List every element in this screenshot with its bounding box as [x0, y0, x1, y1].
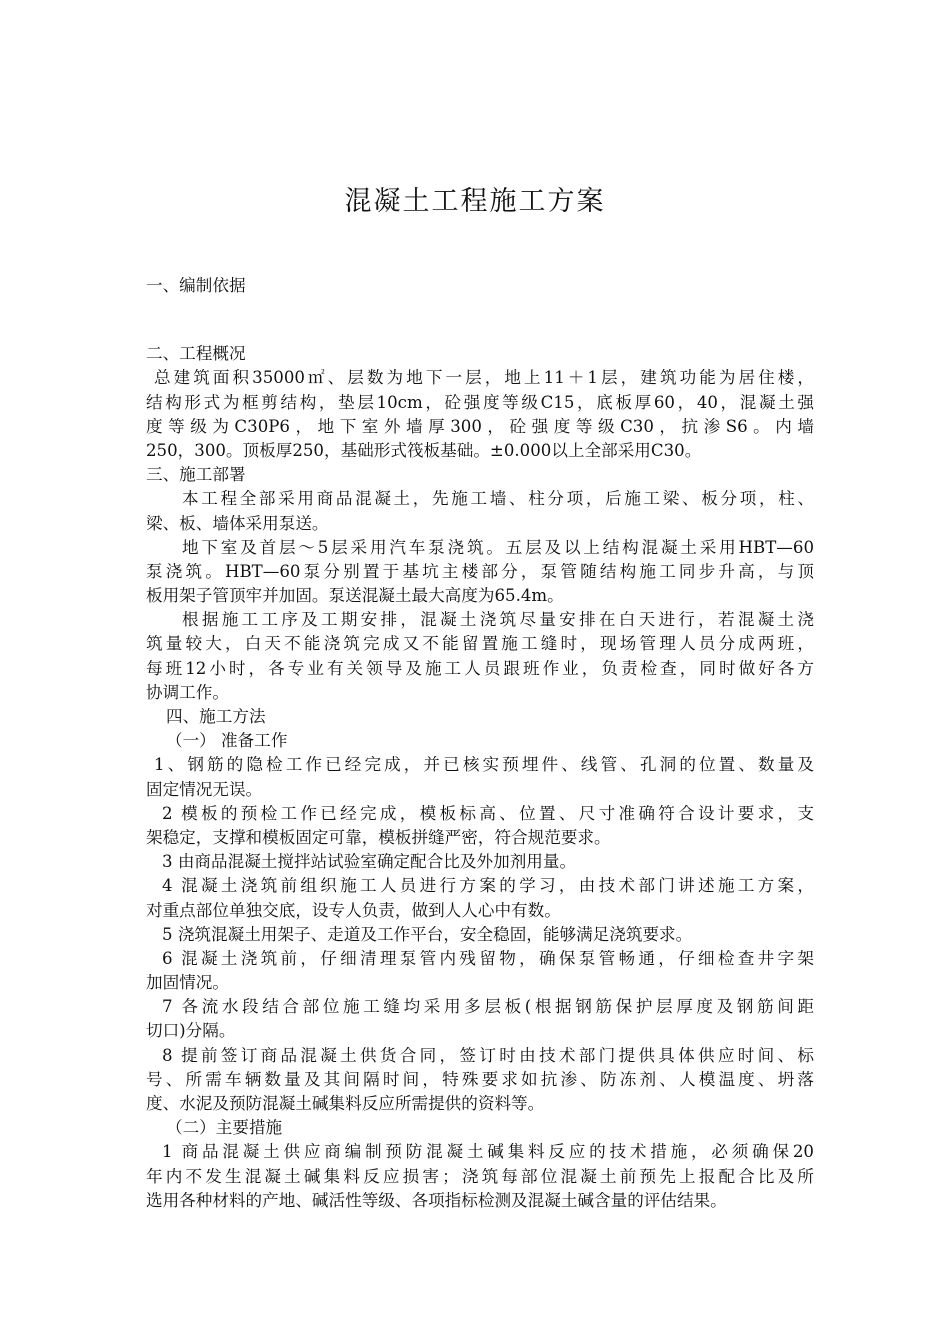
paragraph-line: 根据施工工序及工期安排，混凝土浇筑尽量安排在白天进行，若混凝土浇: [182, 610, 814, 630]
paragraph-line: 梁、板、墙体采用泵送。: [146, 513, 329, 533]
paragraph-line: 总建筑面积35000㎡、层数为地下一层，地上11＋1层，建筑功能为居住楼，: [154, 368, 814, 388]
list-item-line: 1 商品混凝土供应商编制预防混凝土碱集料反应的技术措施，必须确保20: [162, 1142, 814, 1162]
document-title: 混凝土工程施工方案: [344, 186, 606, 217]
section-heading-basis: 一、编制依据: [146, 276, 246, 295]
list-item-line: 对重点部位单独交底，设专人负责，做到人人心中有数。: [146, 900, 561, 920]
spacer: [146, 298, 814, 342]
list-item-line: 8 提前签订商品混凝土供货合同，签订时由技术部门提供具体供应时间、标: [162, 1045, 814, 1065]
section-heading-deployment: 三、施工部署: [146, 465, 246, 485]
section-heading-overview: 二、工程概况: [146, 344, 246, 364]
subsection-heading-preparation: （一） 准备工作: [166, 731, 288, 751]
list-item-line: 切口)分隔。: [146, 1021, 236, 1041]
list-item-line: 加固情况。: [146, 973, 229, 993]
paragraph-line: 250，300。顶板厚250，基础形式筏板基础。±0.000以上全部采用C30。: [146, 440, 702, 460]
list-item-line: 2 模板的预检工作已经完成，模板标高、位置、尺寸准确符合设计要求，支: [162, 803, 814, 823]
list-item-line: 架稳定，支撑和模板固定可靠，模板拼缝严密，符合规范要求。: [146, 827, 611, 847]
paragraph-line: 结构形式为框剪结构，垫层10cm，砼强度等级C15，底板厚60，40，混凝土强: [146, 392, 814, 412]
list-item-line: 6 混凝土浇筑前，仔细清理泵管内残留物，确保泵管畅通，仔细检查井字架: [162, 948, 814, 968]
list-item-line: 年内不发生混凝土碱集料反应损害；浇筑每部位混凝土前预先上报配合比及所: [146, 1166, 814, 1186]
paragraph-line: 泵浇筑。HBT—60泵分别置于基坑主楼部分，泵管随结构施工同步升高，与顶: [146, 561, 814, 581]
paragraph-line: 地下室及首层～5层采用汽车泵浇筑。五层及以上结构混凝土采用HBT—60: [182, 537, 814, 557]
paragraph-line: 每班12小时，各专业有关领导及施工人员跟班作业，负责检查，同时做好各方: [146, 658, 814, 678]
list-item-line: 4 混凝土浇筑前组织施工人员进行方案的学习，由技术部门讲述施工方案，: [162, 876, 814, 896]
document-body: [146, 274, 814, 1213]
list-item-line: 号、所需车辆数量及其间隔时间，特殊要求如抗渗、防冻剂、人模温度、坍落: [146, 1069, 814, 1089]
paragraph-line: 本工程全部采用商品混凝土，先施工墙、柱分项，后施工梁、板分项，柱、: [182, 489, 814, 509]
list-item-line: 7 各流水段结合部位施工缝均采用多层板(根据钢筋保护层厚度及钢筋间距: [162, 997, 814, 1017]
list-item-line: 5 浇筑混凝土用架子、走道及工作平台，安全稳固，能够满足浇筑要求。: [162, 924, 693, 944]
subsection-heading-measures: （二）主要措施: [166, 1118, 283, 1138]
paragraph-line: 板用架子管顶牢并加固。泵送混凝土最大高度为65.4m。: [146, 586, 564, 606]
paragraph-line: 度等级为C30P6，地下室外墙厚300，砼强度等级C30，抗渗S6。内墙: [146, 416, 814, 436]
list-item-line: 度、水泥及预防混凝土碱集料反应所需提供的资料等。: [146, 1094, 545, 1113]
list-item-line: 1、钢筋的隐检工作已经完成，并已核实预埋件、线管、孔洞的位置、数量及: [154, 755, 814, 775]
list-item-line: 固定情况无误。: [146, 779, 263, 799]
paragraph-line: 协调工作。: [146, 682, 229, 702]
section-heading-methods: 四、施工方法: [166, 707, 266, 726]
paragraph-line: 筑量较大，白天不能浇筑完成又不能留置施工缝时，现场管理人员分成两班，: [146, 634, 814, 654]
list-item-line: 3 由商品混凝土搅拌站试验室确定配合比及外加剂用量。: [162, 852, 577, 872]
list-item-line: 选用各种材料的产地、碱活性等级、各项指标检测及混凝土碱含量的评估结果。: [146, 1190, 727, 1210]
